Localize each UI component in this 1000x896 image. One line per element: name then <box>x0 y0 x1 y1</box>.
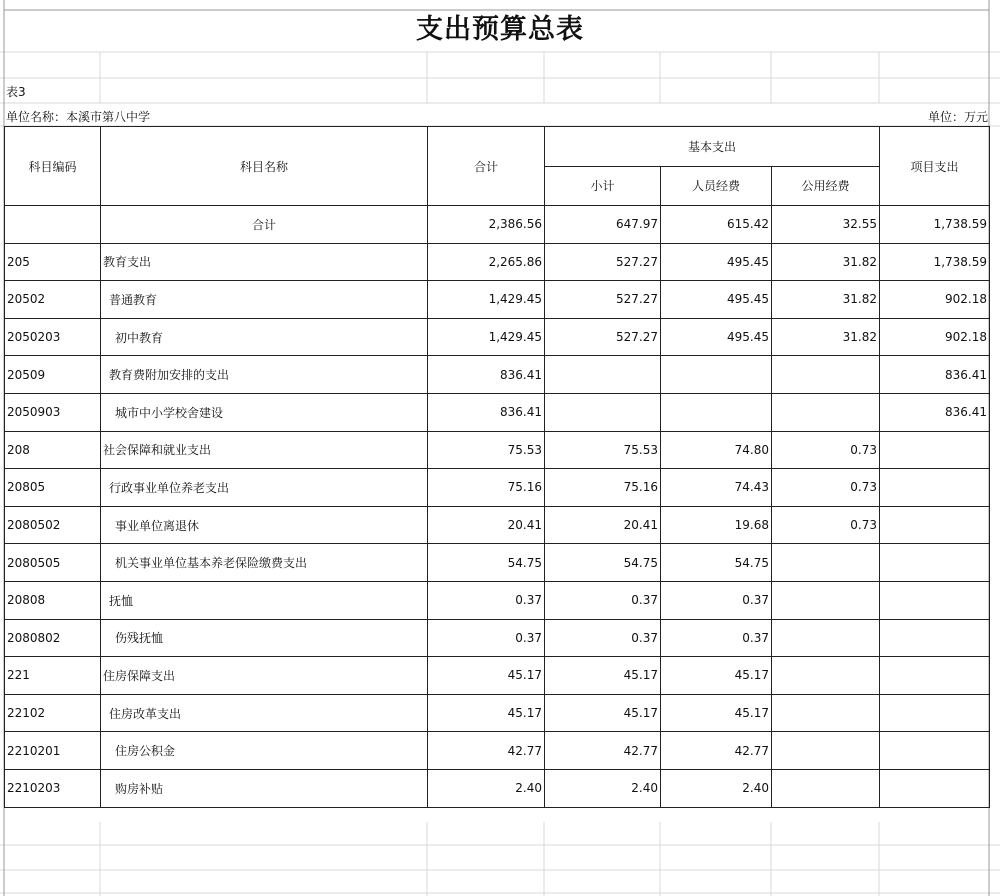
total-project: 1,738.59 <box>880 206 990 244</box>
row-name: 教育费附加安排的支出 <box>101 356 428 394</box>
row-subtotal: 527.27 <box>545 281 661 319</box>
table-row <box>5 694 990 732</box>
row-personnel: 495.45 <box>661 243 772 281</box>
row-total: 836.41 <box>428 356 545 394</box>
row-name: 购房补贴 <box>101 769 428 807</box>
row-code: 2210203 <box>5 769 101 807</box>
row-total: 42.77 <box>428 732 545 770</box>
row-personnel: 45.17 <box>661 657 772 695</box>
row-name: 行政事业单位养老支出 <box>101 469 428 507</box>
table-row <box>5 281 990 319</box>
row-public: 31.82 <box>772 318 880 356</box>
row-code: 208 <box>5 431 101 469</box>
unit-name: 单位名称：本溪市第八中学 <box>6 110 151 124</box>
table-row <box>5 544 990 582</box>
row-subtotal: 0.37 <box>545 619 661 657</box>
row-project <box>880 657 990 695</box>
row-name: 伤残抚恤 <box>101 619 428 657</box>
row-subtotal: 75.16 <box>545 469 661 507</box>
row-public <box>772 694 880 732</box>
header-project: 项目支出 <box>880 127 990 206</box>
row-project <box>880 544 990 582</box>
row-name: 事业单位离退休 <box>101 506 428 544</box>
row-personnel: 2.40 <box>661 769 772 807</box>
row-total: 2,265.86 <box>428 243 545 281</box>
table-row <box>5 318 990 356</box>
row-personnel: 74.43 <box>661 469 772 507</box>
row-code: 2080502 <box>5 506 101 544</box>
row-project <box>880 431 990 469</box>
row-personnel: 74.80 <box>661 431 772 469</box>
row-public <box>772 581 880 619</box>
row-project: 836.41 <box>880 356 990 394</box>
row-subtotal: 45.17 <box>545 657 661 695</box>
row-code: 20509 <box>5 356 101 394</box>
row-name: 住房改革支出 <box>101 694 428 732</box>
row-subtotal: 45.17 <box>545 694 661 732</box>
header-basic: 基本支出 <box>545 127 880 167</box>
row-total: 54.75 <box>428 544 545 582</box>
row-public <box>772 619 880 657</box>
row-code: 221 <box>5 657 101 695</box>
row-code: 205 <box>5 243 101 281</box>
row-total: 20.41 <box>428 506 545 544</box>
header-total: 合计 <box>428 127 545 206</box>
row-total: 0.37 <box>428 581 545 619</box>
row-project: 836.41 <box>880 393 990 431</box>
row-project <box>880 769 990 807</box>
row-name: 住房保障支出 <box>101 657 428 695</box>
row-name: 社会保障和就业支出 <box>101 431 428 469</box>
row-subtotal: 42.77 <box>545 732 661 770</box>
row-subtotal <box>545 356 661 394</box>
table-row <box>5 506 990 544</box>
row-code: 20502 <box>5 281 101 319</box>
table-row <box>5 356 990 394</box>
total-subtotal: 647.97 <box>545 206 661 244</box>
total-row <box>5 206 990 244</box>
budget-table <box>4 126 990 808</box>
row-code: 2080505 <box>5 544 101 582</box>
row-code: 22102 <box>5 694 101 732</box>
total-label: 合计 <box>101 206 428 244</box>
total-total: 2,386.56 <box>428 206 545 244</box>
table-row <box>5 243 990 281</box>
total-code-cell <box>5 206 101 244</box>
row-subtotal: 54.75 <box>545 544 661 582</box>
row-project <box>880 732 990 770</box>
table-row <box>5 469 990 507</box>
page-title: 支出预算总表 <box>416 13 584 45</box>
row-personnel: 45.17 <box>661 694 772 732</box>
row-code: 2210201 <box>5 732 101 770</box>
row-total: 75.16 <box>428 469 545 507</box>
total-public: 32.55 <box>772 206 880 244</box>
row-project: 902.18 <box>880 281 990 319</box>
header-code: 科目编码 <box>5 127 101 206</box>
table-row <box>5 581 990 619</box>
row-project <box>880 469 990 507</box>
row-total: 75.53 <box>428 431 545 469</box>
row-public: 31.82 <box>772 281 880 319</box>
row-project: 902.18 <box>880 318 990 356</box>
row-subtotal: 0.37 <box>545 581 661 619</box>
row-total: 45.17 <box>428 694 545 732</box>
row-subtotal: 75.53 <box>545 431 661 469</box>
row-total: 0.37 <box>428 619 545 657</box>
table-row <box>5 619 990 657</box>
header-subtotal: 小计 <box>545 166 661 206</box>
table-row <box>5 769 990 807</box>
row-name: 机关事业单位基本养老保险缴费支出 <box>101 544 428 582</box>
row-name: 初中教育 <box>101 318 428 356</box>
table-row <box>5 657 990 695</box>
table-row <box>5 393 990 431</box>
row-personnel: 54.75 <box>661 544 772 582</box>
row-subtotal: 527.27 <box>545 318 661 356</box>
row-name: 抚恤 <box>101 581 428 619</box>
row-public: 0.73 <box>772 431 880 469</box>
row-personnel: 0.37 <box>661 581 772 619</box>
row-project: 1,738.59 <box>880 243 990 281</box>
row-public <box>772 356 880 394</box>
row-public <box>772 657 880 695</box>
row-total: 45.17 <box>428 657 545 695</box>
row-code: 20808 <box>5 581 101 619</box>
row-personnel: 19.68 <box>661 506 772 544</box>
row-name: 普通教育 <box>101 281 428 319</box>
row-personnel: 0.37 <box>661 619 772 657</box>
row-subtotal: 2.40 <box>545 769 661 807</box>
row-subtotal <box>545 393 661 431</box>
row-personnel: 495.45 <box>661 281 772 319</box>
row-name: 城市中小学校舍建设 <box>101 393 428 431</box>
row-total: 2.40 <box>428 769 545 807</box>
row-public: 31.82 <box>772 243 880 281</box>
unit-label: 单位：万元 <box>927 110 988 124</box>
row-public: 0.73 <box>772 506 880 544</box>
row-public <box>772 544 880 582</box>
row-public <box>772 393 880 431</box>
row-public <box>772 732 880 770</box>
total-personnel: 615.42 <box>661 206 772 244</box>
header-public: 公用经费 <box>772 166 880 206</box>
table-number: 表3 <box>6 85 26 99</box>
row-code: 2050903 <box>5 393 101 431</box>
row-personnel: 495.45 <box>661 318 772 356</box>
row-public: 0.73 <box>772 469 880 507</box>
row-total: 1,429.45 <box>428 281 545 319</box>
row-total: 836.41 <box>428 393 545 431</box>
row-total: 1,429.45 <box>428 318 545 356</box>
row-code: 2050203 <box>5 318 101 356</box>
row-code: 2080802 <box>5 619 101 657</box>
row-personnel <box>661 393 772 431</box>
row-project <box>880 694 990 732</box>
row-personnel: 42.77 <box>661 732 772 770</box>
row-name: 住房公积金 <box>101 732 428 770</box>
header-name: 科目名称 <box>101 127 428 206</box>
row-code: 20805 <box>5 469 101 507</box>
row-project <box>880 581 990 619</box>
row-project <box>880 619 990 657</box>
row-personnel <box>661 356 772 394</box>
table-row <box>5 732 990 770</box>
row-subtotal: 20.41 <box>545 506 661 544</box>
row-public <box>772 769 880 807</box>
row-project <box>880 506 990 544</box>
row-subtotal: 527.27 <box>545 243 661 281</box>
table-row <box>5 431 990 469</box>
header-personnel: 人员经费 <box>661 166 772 206</box>
row-name: 教育支出 <box>101 243 428 281</box>
